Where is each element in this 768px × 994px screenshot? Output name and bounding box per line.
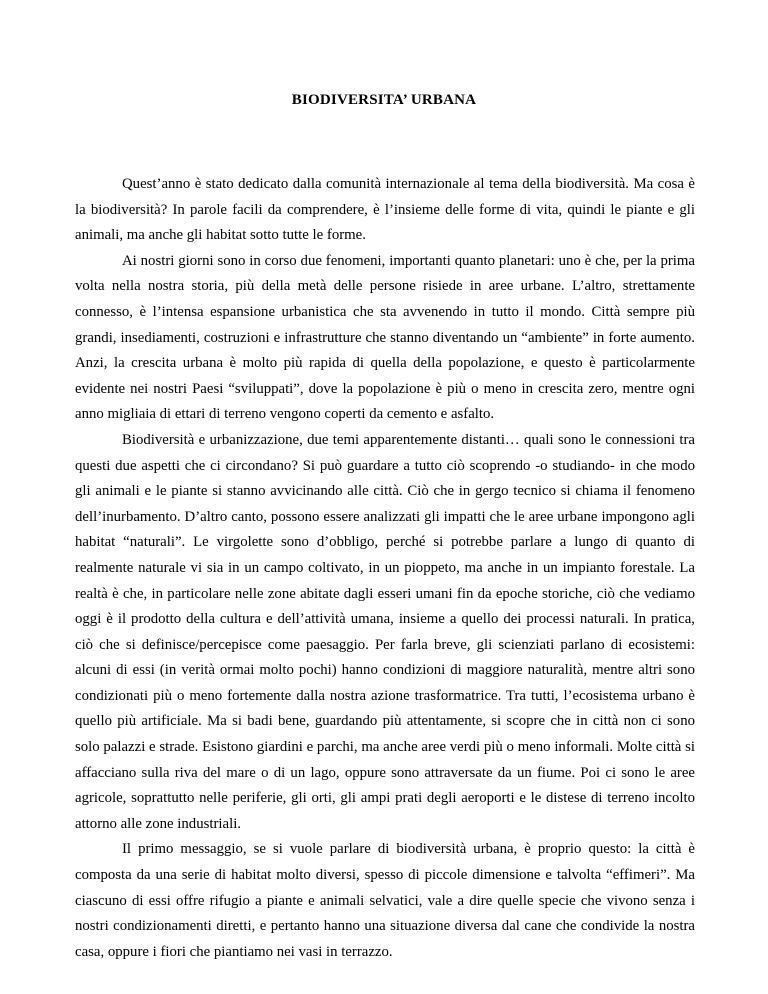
paragraph-urban-phenomena: Ai nostri giorni sono in corso due fenomeni, importanti quanto planetari: uno è che, per la prima volta nella nostra storia, più della metà delle persone risiede in aree urbane. L’altro, strettamente connesso, è l’intensa espansione urbanistica che sta avvenendo in tutto il mondo. Città sempre più grandi, insediamenti, costruzioni e infrastrutture che stanno diventando un “ambiente” in forte aumento. Anzi, la crescita urbana è molto più rapida di quella della popolazione, e questo è particolarmente evidente nei nostri Paesi “sviluppati”, dove la popolazione è più o meno in crescita zero, mentre ogni anno migliaia di ettari di terreno vengono coperti da cemento e asfalto. [75, 252, 695, 423]
document-title: BIODIVERSITA’ URBANA [291, 92, 477, 108]
document-body [75, 172, 695, 965]
paragraph-first-message: Il primo messaggio, se si vuole parlare di biodiversità urbana, è proprio questo: la città è composta da una serie di habitat molto diversi, spesso di piccole dimensione e talvolta “effimeri”. Ma ciascuno di essi offre rifugio a piante e animali selvatici, vale a dire quelle specie che vivono senza i nostri condizionamenti diretti, e pertanto hanno una situazione diversa dal cane che condivide la nostra casa, oppure i fiori che piantiamo nei vasi in terrazzo. [75, 841, 695, 960]
paragraph-intro: Quest’anno è stato dedicato dalla comunità internazionale al tema della biodiversità. Ma cosa è la biodiversità? In parole facili da comprendere, è l’insieme delle forme di vita, quindi le piante e gli animali, ma anche gli habitat sotto tutte le forme. [75, 176, 695, 244]
paragraph-biodiversity-urbanization: Biodiversità e urbanizzazione, due temi apparentemente distanti… quali sono le connessioni tra questi due aspetti che ci circondano? Si può guardare a tutto ciò scoprendo -o studiando- in che modo gli animali e le piante si stanno avvicinando alle città. Ciò che in gergo tecnico si chiama il fenomeno dell’inurbamento. D’altro canto, possono essere analizzati gli impatti che le aree urbane impongono agli habitat “naturali”. Le virgolette sono d’obbligo, perché si potrebbe parlare a lungo di quanto di realmente naturale vi sia in un campo coltivato, in un pioppeto, ma anche in un impianto forestale. La realtà è che, in particolare nelle zone abitate dagli esseri umani fin da epoche storiche, ciò che vediamo oggi è il prodotto della cultura e dell’attività umana, insieme a quello dei processi naturali. In pratica, ciò che si definisce/percepisce come paesaggio. Per farla breve, gli scienziati parlano di ecosistemi: alcuni di essi (in verità ormai molto pochi) hanno condizioni di maggiore naturalità, mentre altri sono condizionati più o meno fortemente dalla nostra azione trasformatrice. Tra tutti, l’ecosistema urbano è quello più artificiale. Ma si badi bene, guardando più attentamente, si scopre che in città non ci sono solo palazzi e strade. Esistono giardini e parchi, ma anche aree verdi più o meno informali. Molte città si affacciano sulla riva del mare o di un lago, oppure sono attraversate da un fiume. Poi ci sono le aree agricole, soprattutto nelle periferie, gli orti, gli ampi prati degli aeroporti e le distese di terreno incolto attorno alle zone industriali. [75, 431, 695, 832]
